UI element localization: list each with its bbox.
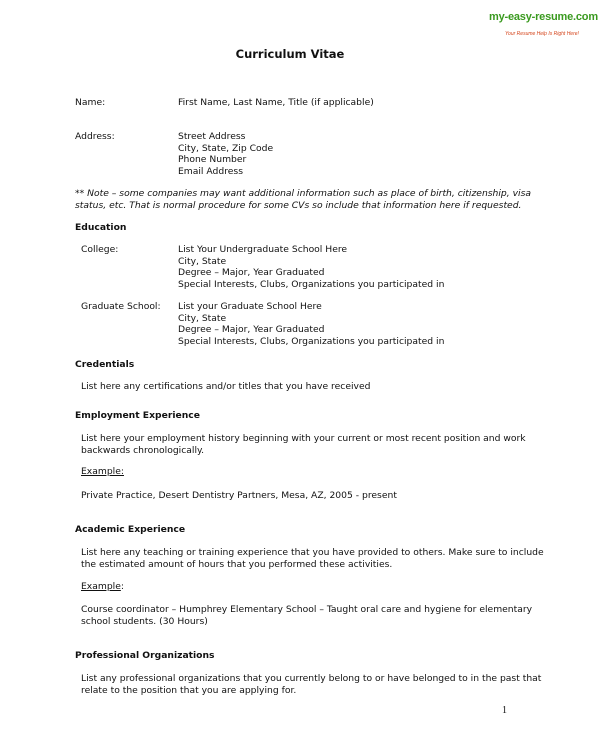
college-location: City, State — [178, 255, 227, 267]
graduate-school-details — [178, 301, 444, 347]
address-block — [178, 131, 273, 177]
professional-description-line: List any professional organizations that you currently belong to or have belonged to in the past that — [81, 673, 542, 684]
credentials-heading: Credentials — [75, 359, 135, 370]
address-label: Address: — [75, 131, 115, 142]
academic-description — [81, 547, 544, 570]
professional-heading: Professional Organizations — [75, 650, 215, 661]
academic-example-line: Course coordinator – Humphrey Elementary School – Taught oral care and hygiene for elementary — [81, 604, 533, 615]
address-email: Email Address — [178, 165, 243, 177]
note-paragraph — [75, 188, 531, 211]
graduate-school-interests: Special Interests, Clubs, Organizations you participated in — [178, 335, 445, 347]
note-line: ** Note – some companies may want additional information such as place of birth, citizenship, visa — [75, 188, 532, 199]
graduate-school-location: City, State — [178, 312, 227, 324]
college-interests: Special Interests, Clubs, Organizations you participated in — [178, 278, 445, 290]
graduate-school-label: Graduate School: — [81, 301, 161, 312]
college-school: List Your Undergraduate School Here — [178, 244, 348, 255]
academic-example-line: school students. (30 Hours) — [81, 615, 208, 627]
page-number: 1 — [502, 705, 507, 716]
academic-description-line: List here any teaching or training experience that you have provided to others. Make sure to include — [81, 547, 544, 558]
graduate-school-degree: Degree – Major, Year Graduated — [178, 324, 325, 335]
academic-example-label — [81, 581, 124, 593]
document-title: Curriculum Vitae — [235, 47, 345, 61]
address-city-state-zip: City, State, Zip Code — [178, 142, 274, 154]
employment-example-label: Example: — [81, 466, 124, 477]
academic-example-word: Example — [81, 581, 121, 592]
college-degree: Degree – Major, Year Graduated — [178, 267, 325, 278]
college-label: College: — [81, 244, 119, 255]
employment-description — [81, 433, 526, 456]
name-value: First Name, Last Name, Title (if applicable) — [178, 97, 374, 108]
professional-description-line: relate to the position that you are applying for. — [81, 684, 297, 696]
name-label: Name: — [75, 97, 106, 108]
academic-description-line: the estimated amount of hours that you performed these activities. — [81, 558, 393, 570]
address-street: Street Address — [178, 131, 246, 142]
address-phone: Phone Number — [178, 154, 247, 165]
employment-description-line: List here your employment history beginning with your current or most recent position and work — [81, 433, 526, 444]
employment-example: Private Practice, Desert Dentistry Partners, Mesa, AZ, 2005 - present — [81, 490, 397, 501]
graduate-school-name: List your Graduate School Here — [178, 301, 322, 312]
college-details — [178, 244, 444, 290]
employment-heading: Employment Experience — [75, 410, 200, 421]
site-logo-text: my-easy-resume.com — [489, 11, 598, 23]
credentials-text: List here any certifications and/or titles that you have received — [81, 381, 371, 392]
site-logo-tagline: Your Resume Help Is Right Here! — [505, 31, 579, 37]
education-heading: Education — [75, 222, 127, 233]
professional-description — [81, 673, 541, 696]
academic-heading: Academic Experience — [75, 524, 186, 535]
employment-description-line: backwards chronologically. — [81, 444, 205, 456]
note-line: status, etc. That is normal procedure for some CVs so include that information here if requested. — [75, 199, 522, 211]
academic-example-colon: : — [120, 581, 124, 592]
academic-example — [81, 604, 532, 627]
